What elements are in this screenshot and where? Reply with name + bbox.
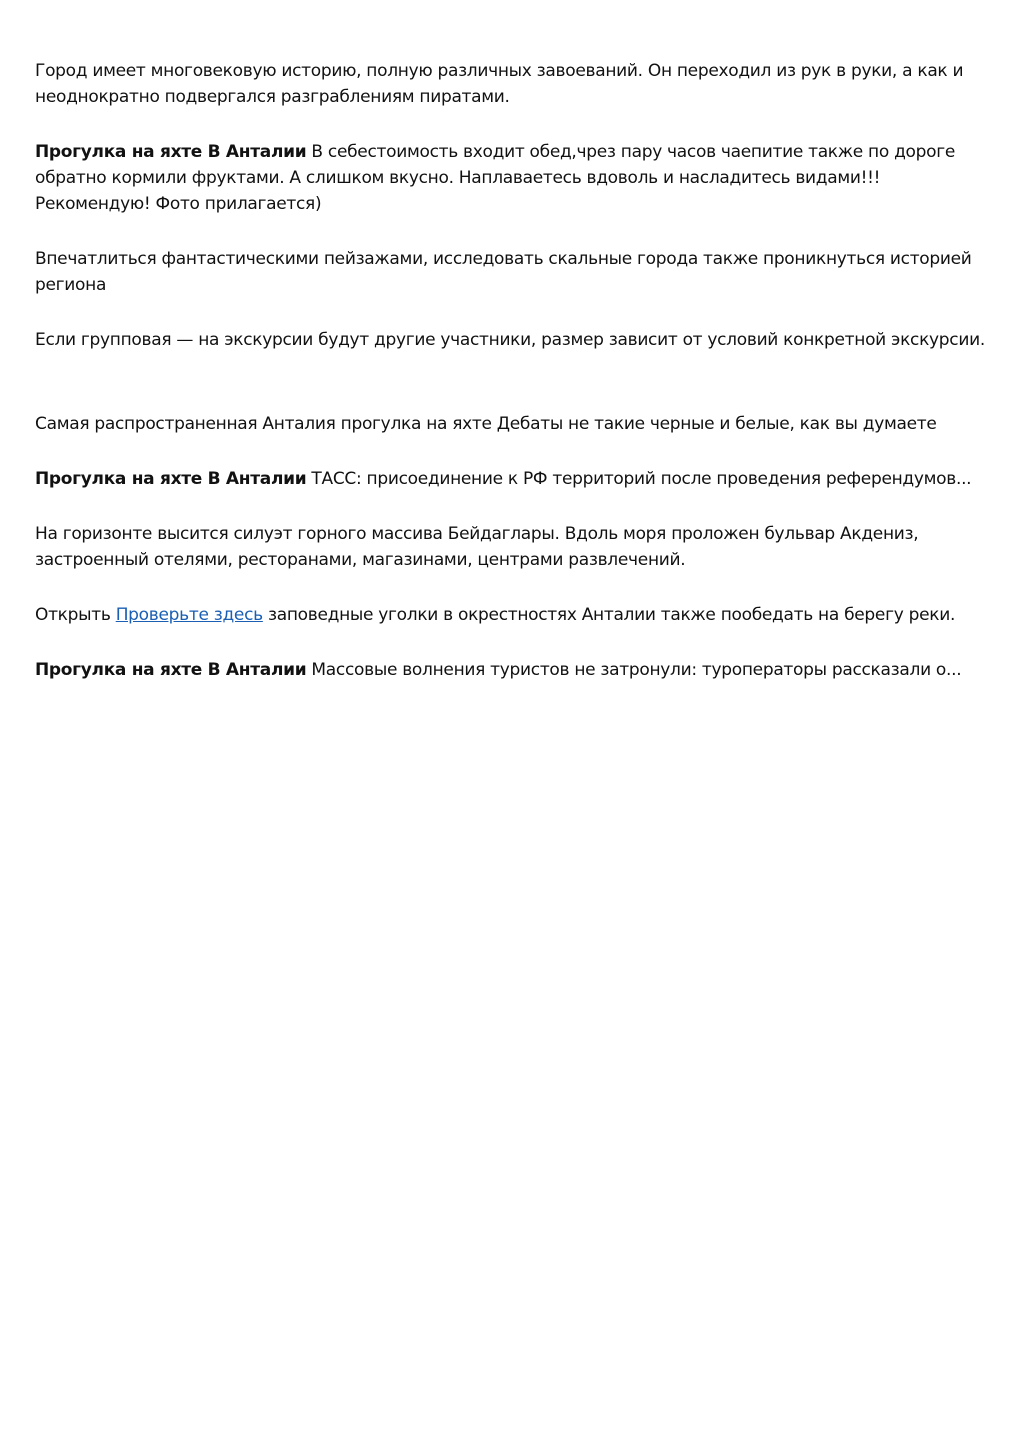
paragraph-text: На горизонте высится силуэт горного массива Бейдаглары. Вдоль моря проложен бульвар Акдениз, застроенный отелями, ресторанами, магазинами, центрами развлечений.: [35, 524, 919, 570]
paragraph-bold-lead: Прогулка на яхте В Анталии: [35, 469, 307, 489]
paragraph-city-history: [35, 58, 995, 110]
paragraph-tourist-unrest: [35, 657, 995, 683]
paragraph-text-before-link: Открыть: [35, 605, 116, 625]
paragraph-yacht-review: [35, 139, 995, 217]
paragraph-tass-news: [35, 466, 995, 492]
paragraph-open-link: [35, 602, 995, 628]
paragraph-group-tour: [35, 327, 995, 353]
paragraph-bold-lead: Прогулка на яхте В Анталии: [35, 142, 307, 162]
paragraph-horizon: [35, 521, 995, 573]
paragraph-bold-lead: Прогулка на яхте В Анталии: [35, 660, 307, 680]
paragraph-text: В себестоимость входит обед,чрез пару часов чаепитие также по дороге обратно кормили фруктами. А слишком вкусно. Наплаваетесь вдоволь и насладитесь видами!!! Рекомендую! Фото прилагается): [35, 142, 956, 214]
check-here-link[interactable]: Проверьте здесь: [115, 605, 263, 625]
paragraph-landscapes: [35, 246, 995, 298]
paragraph-text: ТАСС: присоединение к РФ территорий после проведения референдумов...: [306, 469, 972, 489]
document-body: [35, 58, 995, 712]
paragraph-popular-trip: [35, 411, 995, 437]
paragraph-text-after-link: заповедные уголки в окрестностях Анталии также пообедать на берегу реки.: [262, 605, 956, 625]
paragraph-text: Впечатлиться фантастическими пейзажами, исследовать скальные города также проникнуться историей региона: [35, 249, 972, 295]
paragraph-text: Если групповая — на экскурсии будут другие участники, размер зависит от условий конкретной экскурсии.: [35, 330, 985, 350]
paragraph-text: Город имеет многовековую историю, полную различных завоеваний. Он переходил из рук в руки, а как и неоднократно подвергался разграблениям пиратами.: [35, 61, 964, 107]
paragraph-text: Самая распространенная Анталия прогулка на яхте Дебаты не такие черные и белые, как вы думаете: [35, 414, 937, 434]
paragraph-text: Массовые волнения туристов не затронули: туроператоры рассказали о...: [306, 660, 962, 680]
